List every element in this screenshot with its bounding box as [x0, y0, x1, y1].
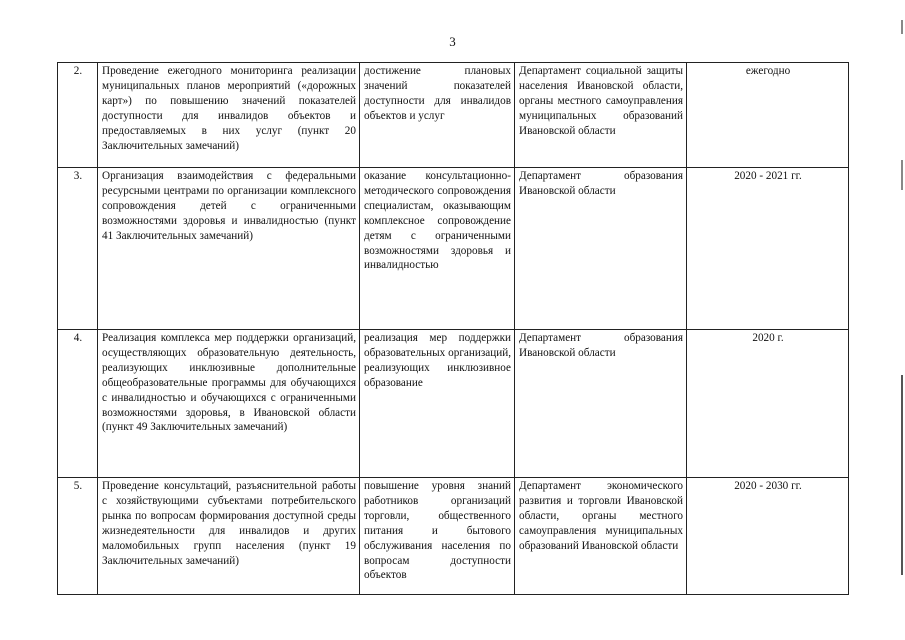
result-cell: оказание консультационно-методического сопровождения специалистам, оказывающим комплексное сопровождение детям с ограниченными возможностями здоровья и инвалидностью [360, 168, 515, 330]
measures-table [57, 62, 849, 595]
executor-cell: Департамент социальной защиты населения Ивановской области, органы местного самоуправления муниципальных образований Ивановской области [515, 63, 687, 168]
result-cell: повышение уровня знаний работников организаций торговли, общественного питания и бытового обслуживания населения по вопросам доступности объектов [360, 478, 515, 595]
result-cell: достижение плановых значений показателей доступности для инвалидов объектов и услуг [360, 63, 515, 168]
scan-edge-mark [901, 20, 903, 34]
table-row [58, 63, 849, 168]
table-row [58, 478, 849, 595]
table-row [58, 330, 849, 478]
period-cell: ежегодно [687, 63, 849, 168]
executor-cell: Департамент экономического развития и торговли Ивановской области, органы местного самоуправления муниципальных образований Ивановской области [515, 478, 687, 595]
period-cell: 2020 - 2030 гг. [687, 478, 849, 595]
activity-cell: Проведение консультаций, разъяснительной работы с хозяйствующими субъектами потребительского рынка по вопросам формирования доступной среды жизнедеятельности для инвалидов и других маломобильных групп населения (пункт 19 Заключительных замечаний) [98, 478, 360, 595]
row-number: 4. [58, 330, 98, 478]
period-cell: 2020 г. [687, 330, 849, 478]
executor-cell: Департамент образования Ивановской области [515, 168, 687, 330]
activity-cell: Организация взаимодействия с федеральными ресурсными центрами по организации комплексного сопровождения детей с ограниченными возможностями здоровья и инвалидностью (пункт 41 Заключительных замечаний) [98, 168, 360, 330]
activity-cell: Реализация комплекса мер поддержки организаций, осуществляющих образовательную деятельность, реализующих инклюзивные дополнительные общеобразовательные программы для обучающихся с инвалидностью и обучающихся с ограниченными возможностями здоровья, в Ивановской области (пункт 49 Заключительных замечаний) [98, 330, 360, 478]
scan-edge-mark [901, 375, 903, 575]
period-cell: 2020 - 2021 гг. [687, 168, 849, 330]
table-row [58, 168, 849, 330]
scan-edge-mark [901, 160, 903, 190]
row-number: 3. [58, 168, 98, 330]
page-number: 3 [449, 34, 456, 49]
result-cell: реализация мер поддержки образовательных организаций, реализующих инклюзивное образование [360, 330, 515, 478]
executor-cell: Департамент образования Ивановской области [515, 330, 687, 478]
row-number: 2. [58, 63, 98, 168]
activity-cell: Проведение ежегодного мониторинга реализации муниципальных планов мероприятий («дорожных карт») по повышению значений показателей доступности для инвалидов объектов и предоставляемых в них услуг (пункт 20 Заключительных замечаний) [98, 63, 360, 168]
row-number: 5. [58, 478, 98, 595]
